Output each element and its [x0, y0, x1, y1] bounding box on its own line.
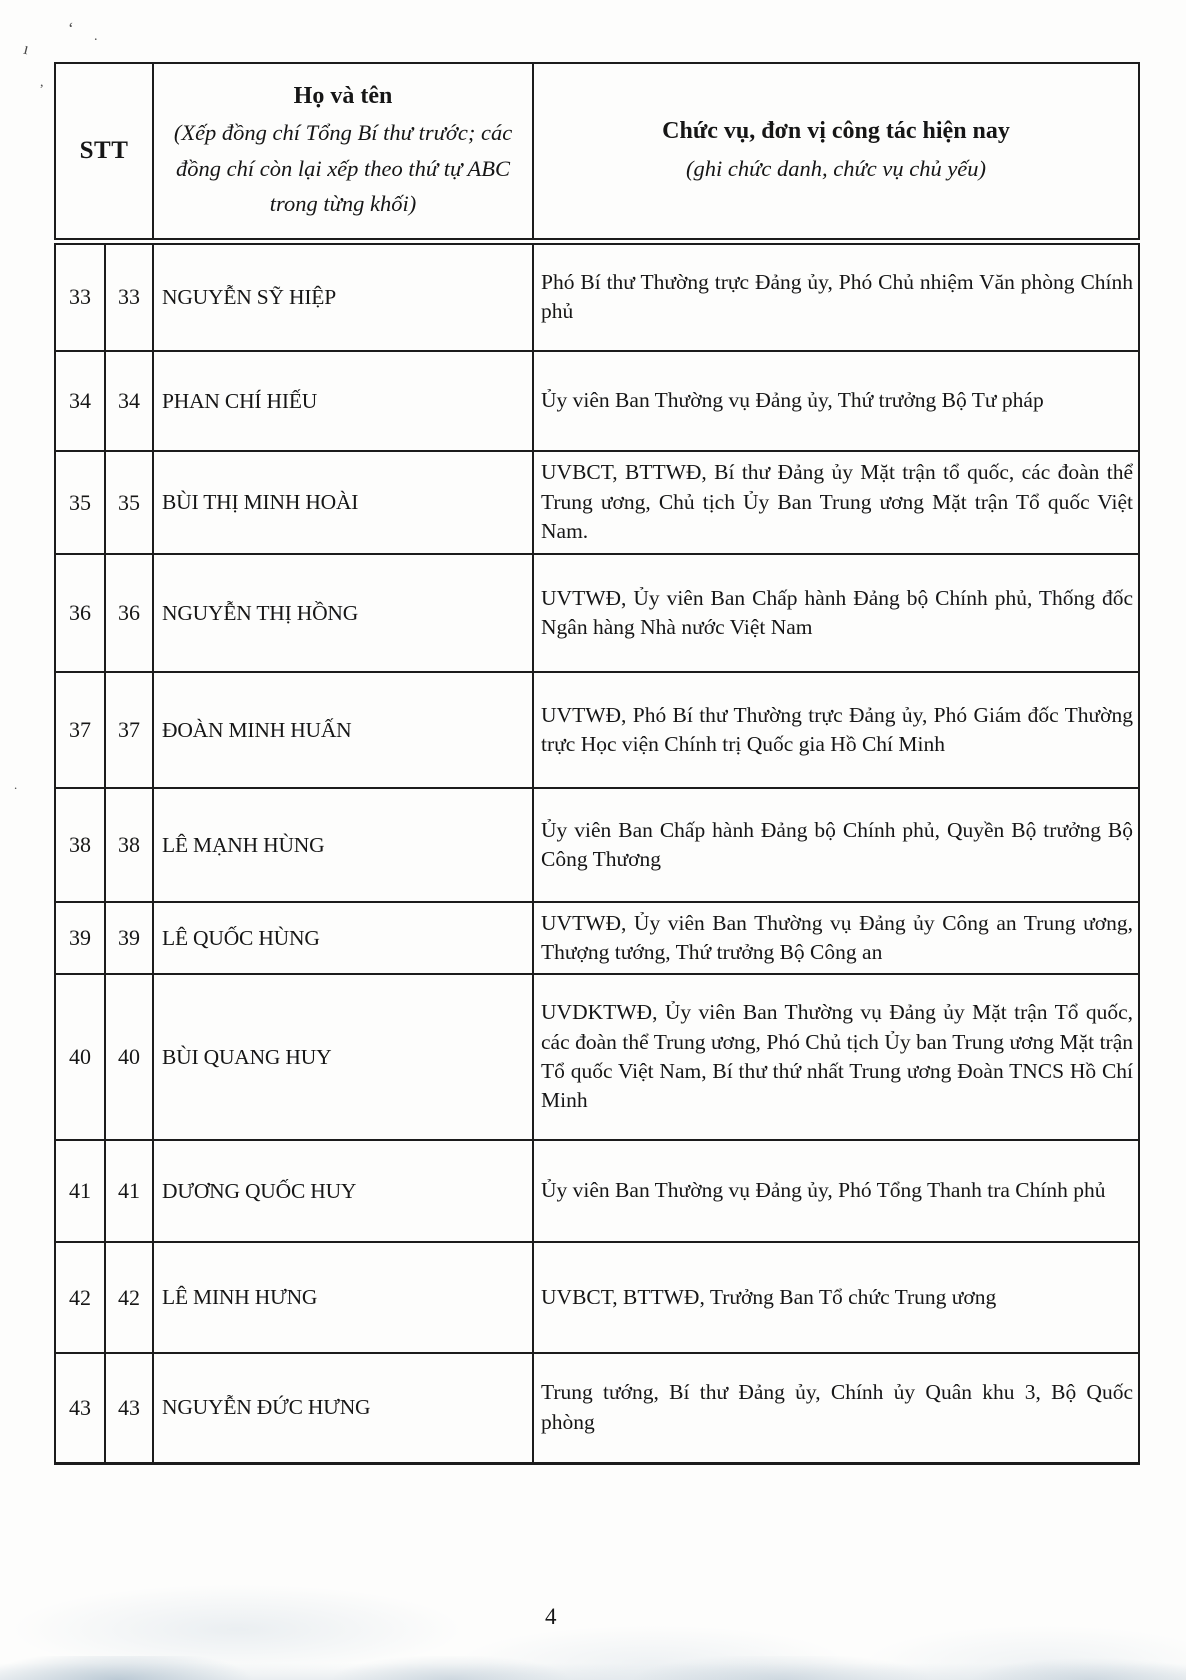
person-position: UVBCT, BTTWĐ, Trưởng Ban Tổ chức Trung ương	[533, 1242, 1139, 1353]
row-number-right: 34	[105, 351, 153, 451]
scan-artifact: ,	[40, 75, 44, 90]
table-row	[55, 1140, 1139, 1242]
row-number-right: 33	[105, 241, 153, 351]
scan-edge-shadow	[0, 1656, 1186, 1680]
row-number-left: 42	[55, 1242, 105, 1353]
person-position: Ủy viên Ban Thường vụ Đảng ủy, Thứ trưởng Bộ Tư pháp	[533, 351, 1139, 451]
header-stt: STT	[55, 63, 153, 241]
person-name: DƯƠNG QUỐC HUY	[153, 1140, 533, 1242]
person-name: PHAN CHÍ HIẾU	[153, 351, 533, 451]
person-name: ĐOÀN MINH HUẤN	[153, 672, 533, 788]
row-number-left: 41	[55, 1140, 105, 1242]
personnel-table	[54, 62, 1140, 1465]
row-number-right: 40	[105, 974, 153, 1140]
person-position: UVTWĐ, Ủy viên Ban Thường vụ Đảng ủy Công an Trung ương, Thượng tướng, Thứ trưởng Bộ Công an	[533, 902, 1139, 974]
row-number-left: 36	[55, 554, 105, 672]
table-row	[55, 241, 1139, 351]
header-row	[55, 63, 1139, 241]
header-name-subtitle: (Xếp đồng chí Tổng Bí thư trước; các đồng chí còn lại xếp theo thứ tự ABC trong từng khối)	[173, 120, 513, 217]
row-number-right: 37	[105, 672, 153, 788]
row-number-right: 42	[105, 1242, 153, 1353]
header-position-subtitle: (ghi chức danh, chức vụ chủ yếu)	[685, 155, 987, 181]
scan-artifact: .	[94, 29, 98, 44]
header-position-title: Chức vụ, đơn vị công tác hiện nay	[662, 118, 1010, 145]
scan-artifact: .	[14, 777, 18, 792]
header-name-title: Họ và tên	[293, 82, 393, 109]
person-name: NGUYỄN THỊ HỒNG	[153, 554, 533, 672]
table-row	[55, 974, 1139, 1140]
person-name: BÙI THỊ MINH HOÀI	[153, 451, 533, 554]
row-number-left: 39	[55, 902, 105, 974]
scan-artifact: ı	[21, 38, 31, 59]
table-row	[55, 902, 1139, 974]
row-number-left: 34	[55, 351, 105, 451]
row-number-left: 37	[55, 672, 105, 788]
person-name: LÊ QUỐC HÙNG	[153, 902, 533, 974]
table-row	[55, 788, 1139, 902]
page-number: 4	[545, 1604, 557, 1629]
header-name	[153, 63, 533, 241]
person-name: BÙI QUANG HUY	[153, 974, 533, 1140]
table-row	[55, 672, 1139, 788]
row-number-left: 35	[55, 451, 105, 554]
row-number-left: 43	[55, 1353, 105, 1463]
table-row	[55, 1353, 1139, 1463]
person-position: Phó Bí thư Thường trực Đảng ủy, Phó Chủ nhiệm Văn phòng Chính phủ	[533, 241, 1139, 351]
person-position: UVTWĐ, Ủy viên Ban Chấp hành Đảng bộ Chính phủ, Thống đốc Ngân hàng Nhà nước Việt Nam	[533, 554, 1139, 672]
person-name: LÊ MẠNH HÙNG	[153, 788, 533, 902]
person-position: UVTWĐ, Phó Bí thư Thường trực Đảng ủy, Phó Giám đốc Thường trực Học viện Chính trị Quốc gia Hồ Chí Minh	[533, 672, 1139, 788]
table-row	[55, 554, 1139, 672]
table-row	[55, 1242, 1139, 1353]
row-number-right: 43	[105, 1353, 153, 1463]
table-row	[55, 451, 1139, 554]
table-row	[55, 351, 1139, 451]
row-number-right: 35	[105, 451, 153, 554]
row-number-left: 38	[55, 788, 105, 902]
row-number-right: 38	[105, 788, 153, 902]
row-number-right: 39	[105, 902, 153, 974]
person-name: NGUYỄN SỸ HIỆP	[153, 241, 533, 351]
person-position: Trung tướng, Bí thư Đảng ủy, Chính ủy Quân khu 3, Bộ Quốc phòng	[533, 1353, 1139, 1463]
row-number-left: 40	[55, 974, 105, 1140]
person-position: Ủy viên Ban Chấp hành Đảng bộ Chính phủ, Quyền Bộ trưởng Bộ Công Thương	[533, 788, 1139, 902]
person-name: LÊ MINH HƯNG	[153, 1242, 533, 1353]
row-number-right: 41	[105, 1140, 153, 1242]
row-number-right: 36	[105, 554, 153, 672]
scan-artifact: ‘	[68, 19, 74, 38]
person-position: UVBCT, BTTWĐ, Bí thư Đảng ủy Mặt trận tổ quốc, các đoàn thể Trung ương, Chủ tịch Ủy Ban Trung ương Mặt trận Tổ quốc Việt Nam.	[533, 451, 1139, 554]
person-position: Ủy viên Ban Thường vụ Đảng ủy, Phó Tổng Thanh tra Chính phủ	[533, 1140, 1139, 1242]
person-name: NGUYỄN ĐỨC HƯNG	[153, 1353, 533, 1463]
header-position	[533, 63, 1139, 241]
row-number-left: 33	[55, 241, 105, 351]
person-position: UVDKTWĐ, Ủy viên Ban Thường vụ Đảng ủy Mặt trận Tổ quốc, các đoàn thể Trung ương, Phó Chủ tịch Ủy ban Trung ương Mặt trận Tổ quốc Việt Nam, Bí thư thứ nhất Trung ương Đoàn TNCS Hồ Chí Minh	[533, 974, 1139, 1140]
